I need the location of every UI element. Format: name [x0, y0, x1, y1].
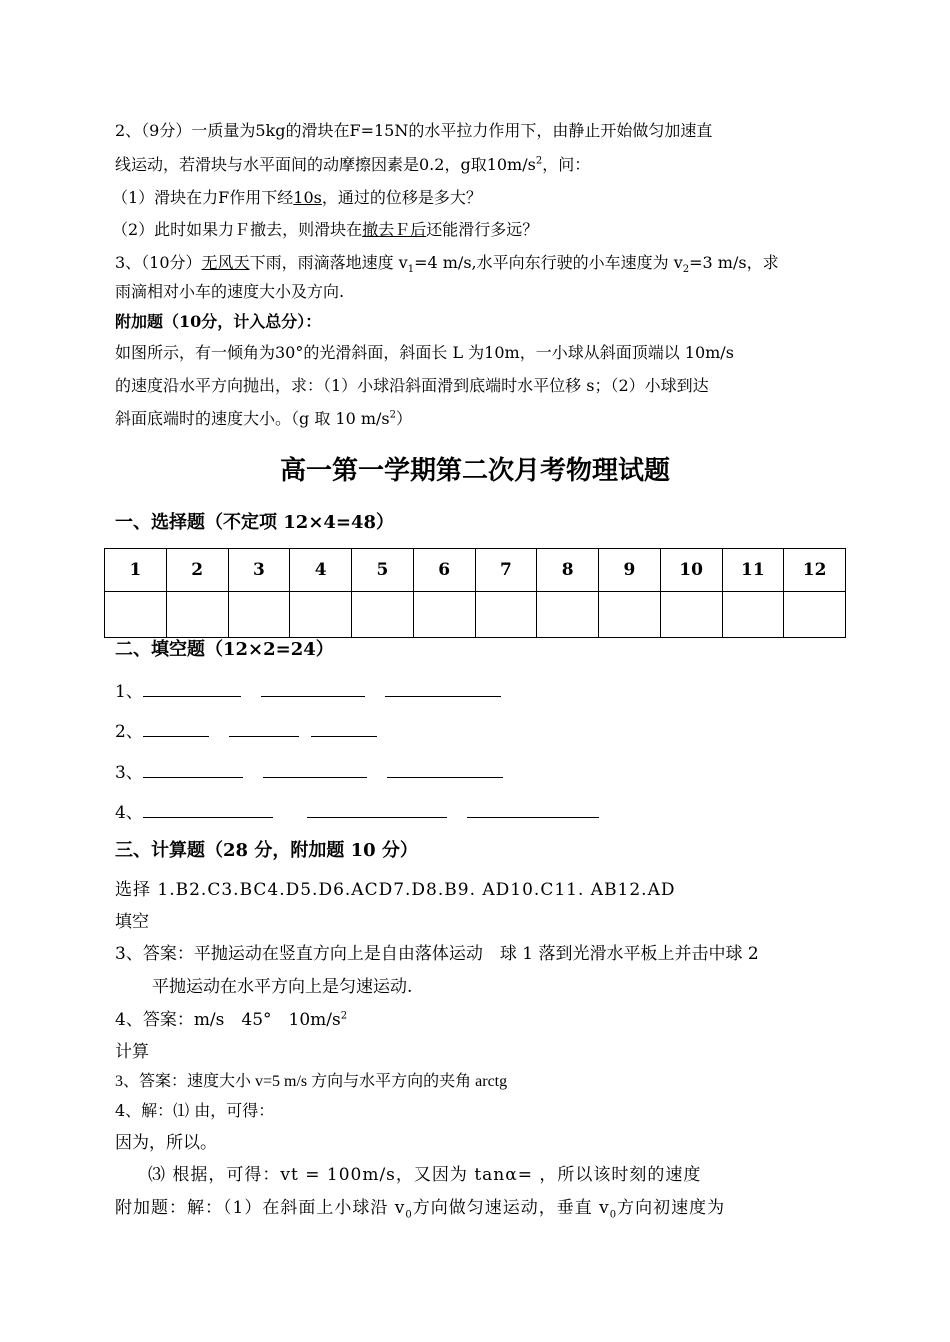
fill-blank[interactable] — [263, 761, 367, 778]
fill-row-4 — [115, 801, 619, 823]
p3-text-a: 3、（10分） — [115, 253, 202, 272]
fill-blank[interactable] — [385, 680, 501, 697]
problem-3-line-2 — [115, 282, 344, 302]
subscript: 0 — [609, 1209, 618, 1221]
fill-label: 填空 — [115, 912, 149, 932]
fill-row-label: 1、 — [115, 682, 143, 702]
bonus-line-1: 如图所示，有一倾角为30°的光滑斜面，斜面长 L 为10m，一小球从斜面顶端以 10m/s — [115, 343, 734, 362]
problem-2-question-2 — [112, 220, 538, 240]
bonus-line-3 — [115, 409, 412, 429]
fill4-text: 4、答案：m/s 45° 10m/s — [115, 1010, 341, 1030]
q2-text-a: （2）此时如果力Ｆ撤去，则滑块在 — [112, 220, 363, 239]
bonus-text-3a: 斜面底端时的速度大小。（g 取 10 m/s — [115, 409, 390, 428]
because-line: 因为，所以。 — [115, 1133, 217, 1153]
subscript: 1 — [407, 264, 415, 276]
q1-text-b: ，通过的位移是多大？ — [321, 188, 482, 207]
section-1-heading: 一、选择题（不定项 12×4=48） — [115, 512, 395, 533]
answer-table — [104, 548, 846, 638]
problem-2-line-2 — [115, 155, 590, 175]
answer-table-header-cell: 10 — [660, 549, 722, 592]
bonus-solution-b: 方向做匀速运动，垂直 v — [412, 1198, 610, 1218]
answer-cell[interactable] — [290, 592, 352, 638]
fill-row-3 — [115, 761, 523, 783]
superscript: 2 — [340, 1010, 348, 1022]
problem-2-text-2b: ，问： — [542, 155, 591, 174]
superscript: 2 — [389, 409, 397, 421]
calc-label: 计算 — [115, 1042, 149, 1062]
answer-table-header-cell: 6 — [413, 549, 475, 592]
fill-answer-3-line-1: 3、答案：平抛运动在竖直方向上是自由落体运动 球 1 落到光滑水平板上并击中球 2 — [115, 944, 759, 964]
answer-cell[interactable] — [352, 592, 414, 638]
subscript: 2 — [682, 264, 690, 276]
fill-blank[interactable] — [307, 801, 447, 818]
calc-answer-3: 3、答案：速度大小 v=5 m/s 方向与水平方向的夹角 arctg — [115, 1073, 508, 1090]
fill-blank[interactable] — [229, 720, 299, 737]
answer-table-header-cell: 11 — [722, 549, 784, 592]
answer-table-header-cell: 2 — [166, 549, 228, 592]
answer-cell[interactable] — [166, 592, 228, 638]
q1-underlined: 10s — [293, 188, 322, 207]
answer-cell[interactable] — [105, 592, 167, 638]
fill-blank[interactable] — [311, 720, 377, 737]
bonus-solution-c: 方向初速度为 — [617, 1198, 726, 1218]
fill-row-label: 2、 — [115, 722, 143, 742]
p3-text-2: 雨滴相对小车的速度大小及方向. — [115, 282, 345, 301]
problem-2-line-1 — [115, 121, 712, 141]
answer-table-blank-row — [105, 592, 846, 638]
p3-text-c: =4 m/s,水平向东行驶的小车速度为 v — [414, 253, 683, 272]
q2-text-b: 还能滑行多远？ — [426, 220, 539, 239]
problem-2-text-2a: 线运动，若滑块与水平面间的动摩擦因素是0.2，g取10m/s — [115, 155, 536, 174]
answer-cell[interactable] — [660, 592, 722, 638]
answer-cell[interactable] — [413, 592, 475, 638]
answer-cell[interactable] — [537, 592, 599, 638]
subscript: 0 — [405, 1209, 413, 1221]
choice-answers: 选择 1.B2.C3.BC4.D5.D6.ACD7.D8.B9. AD10.C11. AB12.AD — [115, 880, 676, 900]
answer-cell[interactable] — [475, 592, 537, 638]
fill-row-label: 3、 — [115, 763, 143, 783]
problem-2-question-1 — [112, 188, 482, 208]
fill-blank[interactable] — [143, 761, 243, 778]
p3-text-d: =3 m/s，求 — [689, 253, 779, 272]
bonus-heading: 附加题（10分，计入总分）： — [115, 312, 322, 331]
fill-blank[interactable] — [387, 761, 503, 778]
bonus-solution-a: 附加题：解：（1）在斜面上小球沿 v — [115, 1198, 406, 1218]
section-3-heading: 三、计算题（28 分，附加题 10 分） — [115, 840, 418, 861]
answer-table-header-row — [105, 549, 846, 592]
fill-answer-4 — [115, 1010, 347, 1030]
fill-row-2 — [115, 720, 397, 742]
problem-3-line-1 — [115, 253, 779, 276]
answer-table-header-cell: 9 — [599, 549, 661, 592]
answer-table-header-cell: 7 — [475, 549, 537, 592]
p3-underlined: 无风天 — [201, 253, 250, 272]
bonus-text-3b: ） — [396, 409, 413, 428]
p3-text-b: 下雨，雨滴落地速度 v — [249, 253, 408, 272]
answer-cell[interactable] — [722, 592, 784, 638]
fill-blank[interactable] — [467, 801, 599, 818]
answer-table-header-cell: 4 — [290, 549, 352, 592]
answer-table-header-cell: 1 — [105, 549, 167, 592]
q2-underlined: 撤去Ｆ后 — [362, 220, 427, 239]
fill-row-label: 4、 — [115, 803, 143, 823]
answer-cell[interactable] — [599, 592, 661, 638]
section-2-heading: 二、填空题（12×2=24） — [115, 639, 334, 660]
bonus-line-2: 的速度沿水平方向抛出，求：（1）小球沿斜面滑到底端时水平位移 s；（2）小球到达 — [115, 376, 709, 395]
calc-answer-4: 4、解：⑴ 由，可得： — [115, 1101, 275, 1120]
fill-row-1 — [115, 680, 521, 702]
answer-table-header-cell: 3 — [228, 549, 290, 592]
answer-table-header-cell: 12 — [784, 549, 846, 592]
bonus-solution-line — [115, 1198, 726, 1221]
fill-answer-3-line-2: 平抛运动在水平方向上是匀速运动. — [152, 977, 413, 997]
step-3-line: ⑶ 根据，可得：vt = 100m/s，又因为 tanα= ，所以该时刻的速度 — [148, 1165, 702, 1185]
answer-cell[interactable] — [228, 592, 290, 638]
problem-2-text: 2、（9分）一质量为5kg的滑块在F=15N的水平拉力作用下，由静止开始做匀加速直 — [115, 121, 713, 140]
fill-blank[interactable] — [261, 680, 365, 697]
q1-text-a: （1）滑块在力F作用下经 — [112, 188, 294, 207]
fill-blank[interactable] — [143, 720, 209, 737]
fill-blank[interactable] — [143, 680, 241, 697]
answer-cell[interactable] — [784, 592, 846, 638]
exam-title: 高一第一学期第二次月考物理试题 — [279, 456, 670, 486]
answer-table-header-cell: 5 — [352, 549, 414, 592]
answer-table-header-cell: 8 — [537, 549, 599, 592]
superscript: 2 — [535, 155, 543, 167]
fill-blank[interactable] — [143, 801, 273, 818]
